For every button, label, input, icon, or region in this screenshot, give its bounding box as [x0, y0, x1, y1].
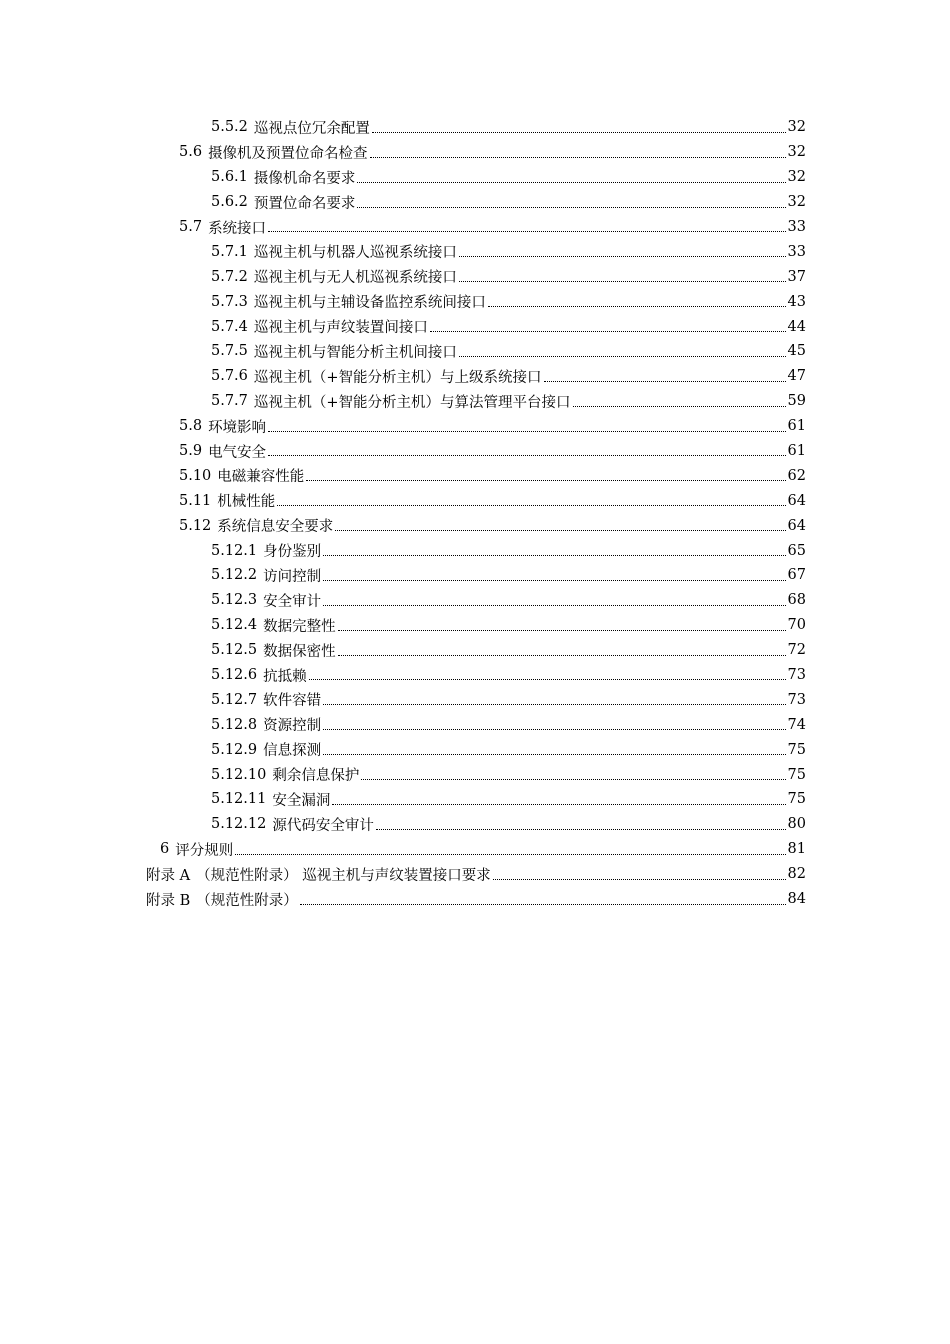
dot-leader: [544, 380, 786, 382]
toc-entry-title: 身份鉴别: [263, 544, 322, 561]
toc-entry-title: 系统信息安全要求: [217, 519, 334, 536]
table-of-contents: [0, 115, 950, 912]
toc-entry-page-number: 59: [787, 393, 806, 410]
toc-entry-page-number: 64: [787, 517, 806, 534]
toc-entry[interactable]: [0, 339, 950, 364]
toc-entry[interactable]: [0, 513, 950, 538]
toc-entry[interactable]: [0, 190, 950, 215]
toc-entry-title: 源代码安全审计: [272, 817, 374, 834]
toc-entry-title: 摄像机及预置位命名检查: [208, 145, 368, 162]
dot-leader: [300, 903, 786, 905]
toc-entry[interactable]: [0, 414, 950, 439]
toc-entry-title: 评分规则: [175, 842, 234, 859]
dot-leader: [459, 355, 786, 357]
toc-entry[interactable]: [0, 314, 950, 339]
toc-entry[interactable]: [0, 165, 950, 190]
dot-leader: [573, 405, 786, 407]
toc-entry[interactable]: [0, 837, 950, 862]
toc-entry-number: 5.7.2: [211, 268, 248, 285]
toc-entry-number: 5.12.5: [211, 642, 258, 659]
toc-entry-title: 安全审计: [263, 593, 322, 610]
toc-entry-title: 巡视主机（+智能分析主机）与上级系统接口: [253, 369, 542, 386]
toc-entry-page-number: 73: [787, 667, 806, 684]
toc-entry-number: 5.8: [179, 418, 203, 435]
toc-entry[interactable]: [0, 712, 950, 737]
toc-entry-title: （规范性附录） 巡视主机与声纹装置接口要求: [196, 867, 491, 884]
toc-entry-page-number: 43: [787, 293, 806, 310]
toc-entry-title: 巡视主机与主辅设备监控系统间接口: [253, 295, 486, 312]
dot-leader: [323, 604, 785, 606]
toc-entry-page-number: 82: [787, 866, 806, 883]
toc-entry[interactable]: [0, 140, 950, 165]
toc-entry-number: 5.12.2: [211, 567, 258, 584]
toc-entry[interactable]: [0, 538, 950, 563]
toc-entry-number: 6: [160, 841, 170, 858]
toc-entry-page-number: 80: [787, 816, 806, 833]
toc-entry-number: 5.12.1: [211, 542, 258, 559]
toc-entry-page-number: 37: [787, 268, 806, 285]
dot-leader: [370, 156, 786, 158]
toc-entry[interactable]: [0, 887, 950, 912]
dot-leader: [357, 181, 785, 183]
toc-entry[interactable]: [0, 613, 950, 638]
dot-leader: [306, 479, 785, 481]
toc-entry-number: 5.12.4: [211, 617, 258, 634]
toc-entry-page-number: 61: [787, 418, 806, 435]
toc-entry-title: 环境影响: [208, 419, 267, 436]
toc-entry[interactable]: [0, 762, 950, 787]
dot-leader: [459, 255, 786, 257]
toc-entry-number: 5.12: [179, 517, 212, 534]
dot-leader: [488, 305, 786, 307]
toc-entry-page-number: 74: [787, 716, 806, 733]
toc-entry[interactable]: [0, 638, 950, 663]
toc-entry-page-number: 72: [787, 642, 806, 659]
toc-entry-title: 访问控制: [263, 568, 322, 585]
toc-entry-page-number: 75: [787, 766, 806, 783]
toc-entry-page-number: 68: [787, 592, 806, 609]
dot-leader: [277, 504, 785, 506]
toc-entry-title: 预置位命名要求: [253, 195, 356, 212]
dot-leader: [430, 330, 786, 332]
toc-entry-page-number: 32: [787, 169, 806, 186]
toc-entry-page-number: 65: [787, 542, 806, 559]
toc-entry-number: 5.7.1: [211, 243, 248, 260]
dot-leader: [323, 703, 785, 705]
toc-entry-page-number: 73: [787, 691, 806, 708]
toc-entry-title: 安全漏洞: [272, 792, 331, 809]
toc-entry-title: 信息探测: [263, 743, 322, 760]
toc-entry-title: 数据完整性: [263, 618, 336, 635]
toc-entry-number: 5.12.8: [211, 716, 258, 733]
toc-entry[interactable]: [0, 687, 950, 712]
toc-entry[interactable]: [0, 787, 950, 812]
toc-entry[interactable]: [0, 588, 950, 613]
dot-leader: [459, 280, 786, 282]
toc-entry-title: 系统接口: [208, 220, 267, 237]
toc-entry-number: 5.12.7: [211, 691, 258, 708]
dot-leader: [268, 454, 785, 456]
dot-leader: [268, 430, 785, 432]
toc-entry[interactable]: [0, 488, 950, 513]
toc-entry[interactable]: [0, 389, 950, 414]
toc-entry-number: 5.6: [179, 144, 203, 161]
toc-entry-number: 附录 A: [146, 867, 191, 884]
toc-entry-number: 5.6.1: [211, 169, 248, 186]
toc-entry-page-number: 33: [787, 243, 806, 260]
toc-entry-page-number: 64: [787, 492, 806, 509]
toc-entry-page-number: 33: [787, 219, 806, 235]
dot-leader: [361, 778, 785, 780]
toc-entry-number: 5.12.11: [211, 791, 267, 808]
toc-entry-number: 5.12.3: [211, 592, 258, 609]
toc-entry-page-number: 62: [787, 467, 806, 484]
dot-leader: [338, 629, 786, 631]
toc-entry-number: 5.12.9: [211, 741, 258, 758]
dot-leader: [332, 803, 785, 805]
toc-entry[interactable]: [0, 264, 950, 289]
toc-entry-page-number: 75: [787, 741, 806, 758]
dot-leader: [338, 654, 786, 656]
toc-entry-title: 巡视主机与声纹装置间接口: [253, 320, 428, 337]
toc-entry[interactable]: [0, 737, 950, 762]
dot-leader: [323, 554, 785, 556]
toc-entry-title: 巡视主机与机器人巡视系统接口: [253, 245, 457, 262]
toc-entry-title: 摄像机命名要求: [253, 170, 356, 187]
toc-entry-number: 5.9: [179, 443, 203, 460]
dot-leader: [493, 878, 786, 880]
dot-leader: [335, 529, 785, 531]
dot-leader: [268, 230, 785, 232]
dot-leader: [376, 828, 786, 830]
toc-entry-number: 5.6.2: [211, 194, 248, 211]
toc-entry-title: 巡视主机与智能分析主机间接口: [253, 344, 457, 361]
toc-entry-title: 剩余信息保护: [272, 768, 360, 785]
toc-entry-number: 5.7.4: [211, 318, 248, 335]
toc-entry-title: （规范性附录）: [196, 892, 298, 909]
dot-leader: [323, 753, 785, 755]
toc-entry-title: 数据保密性: [263, 643, 336, 660]
toc-entry-page-number: 84: [787, 891, 806, 908]
toc-entry-page-number: 75: [787, 791, 806, 808]
toc-entry[interactable]: [0, 239, 950, 264]
toc-entry-page-number: 32: [787, 119, 806, 136]
toc-entry-number: 5.7.6: [211, 368, 248, 385]
toc-entry[interactable]: [0, 364, 950, 389]
toc-entry-title: 电气安全: [208, 444, 267, 461]
toc-entry-page-number: 61: [787, 443, 806, 460]
dot-leader: [372, 131, 786, 133]
dot-leader: [323, 728, 785, 730]
toc-entry-page-number: 32: [787, 194, 806, 211]
toc-entry-title: 软件容错: [263, 693, 322, 710]
toc-entry-title: 机械性能: [217, 494, 276, 511]
toc-entry-number: 5.5.2: [211, 119, 248, 136]
toc-entry-number: 5.7.3: [211, 293, 248, 310]
toc-entry-title: 巡视主机（+智能分析主机）与算法管理平台接口: [253, 394, 571, 411]
toc-entry[interactable]: [0, 115, 950, 140]
toc-entry-page-number: 81: [787, 841, 806, 858]
toc-entry-title: 抗抵赖: [263, 668, 307, 685]
toc-entry-number: 附录 B: [146, 892, 191, 909]
dot-leader: [235, 853, 785, 855]
toc-entry-page-number: 67: [787, 567, 806, 584]
toc-entry-number: 5.7.5: [211, 343, 248, 360]
toc-entry[interactable]: [0, 812, 950, 837]
toc-entry-number: 5.7: [179, 219, 203, 235]
toc-entry-number: 5.7.7: [211, 393, 248, 410]
toc-entry[interactable]: [0, 663, 950, 688]
toc-entry[interactable]: [0, 215, 950, 240]
toc-entry-title: 巡视主机与无人机巡视系统接口: [253, 270, 457, 287]
toc-entry[interactable]: [0, 463, 950, 488]
toc-entry-title: 资源控制: [263, 718, 322, 735]
toc-entry-number: 5.10: [179, 467, 212, 484]
toc-entry-number: 5.12.12: [211, 816, 267, 833]
dot-leader: [357, 206, 785, 208]
toc-entry-page-number: 47: [787, 368, 806, 385]
toc-entry[interactable]: [0, 289, 950, 314]
toc-entry[interactable]: [0, 862, 950, 887]
toc-entry-page-number: 70: [787, 617, 806, 634]
toc-entry-number: 5.12.10: [211, 766, 267, 783]
dot-leader: [323, 579, 785, 581]
toc-entry-title: 巡视点位冗余配置: [253, 120, 370, 137]
toc-entry-number: 5.12.6: [211, 667, 258, 684]
dot-leader: [309, 678, 786, 680]
toc-entry[interactable]: [0, 563, 950, 588]
toc-entry-page-number: 44: [787, 318, 806, 335]
toc-entry-page-number: 45: [787, 343, 806, 360]
toc-entry-number: 5.11: [179, 492, 212, 509]
toc-entry-title: 电磁兼容性能: [217, 469, 305, 486]
toc-entry-page-number: 32: [787, 144, 806, 161]
toc-entry[interactable]: [0, 439, 950, 464]
